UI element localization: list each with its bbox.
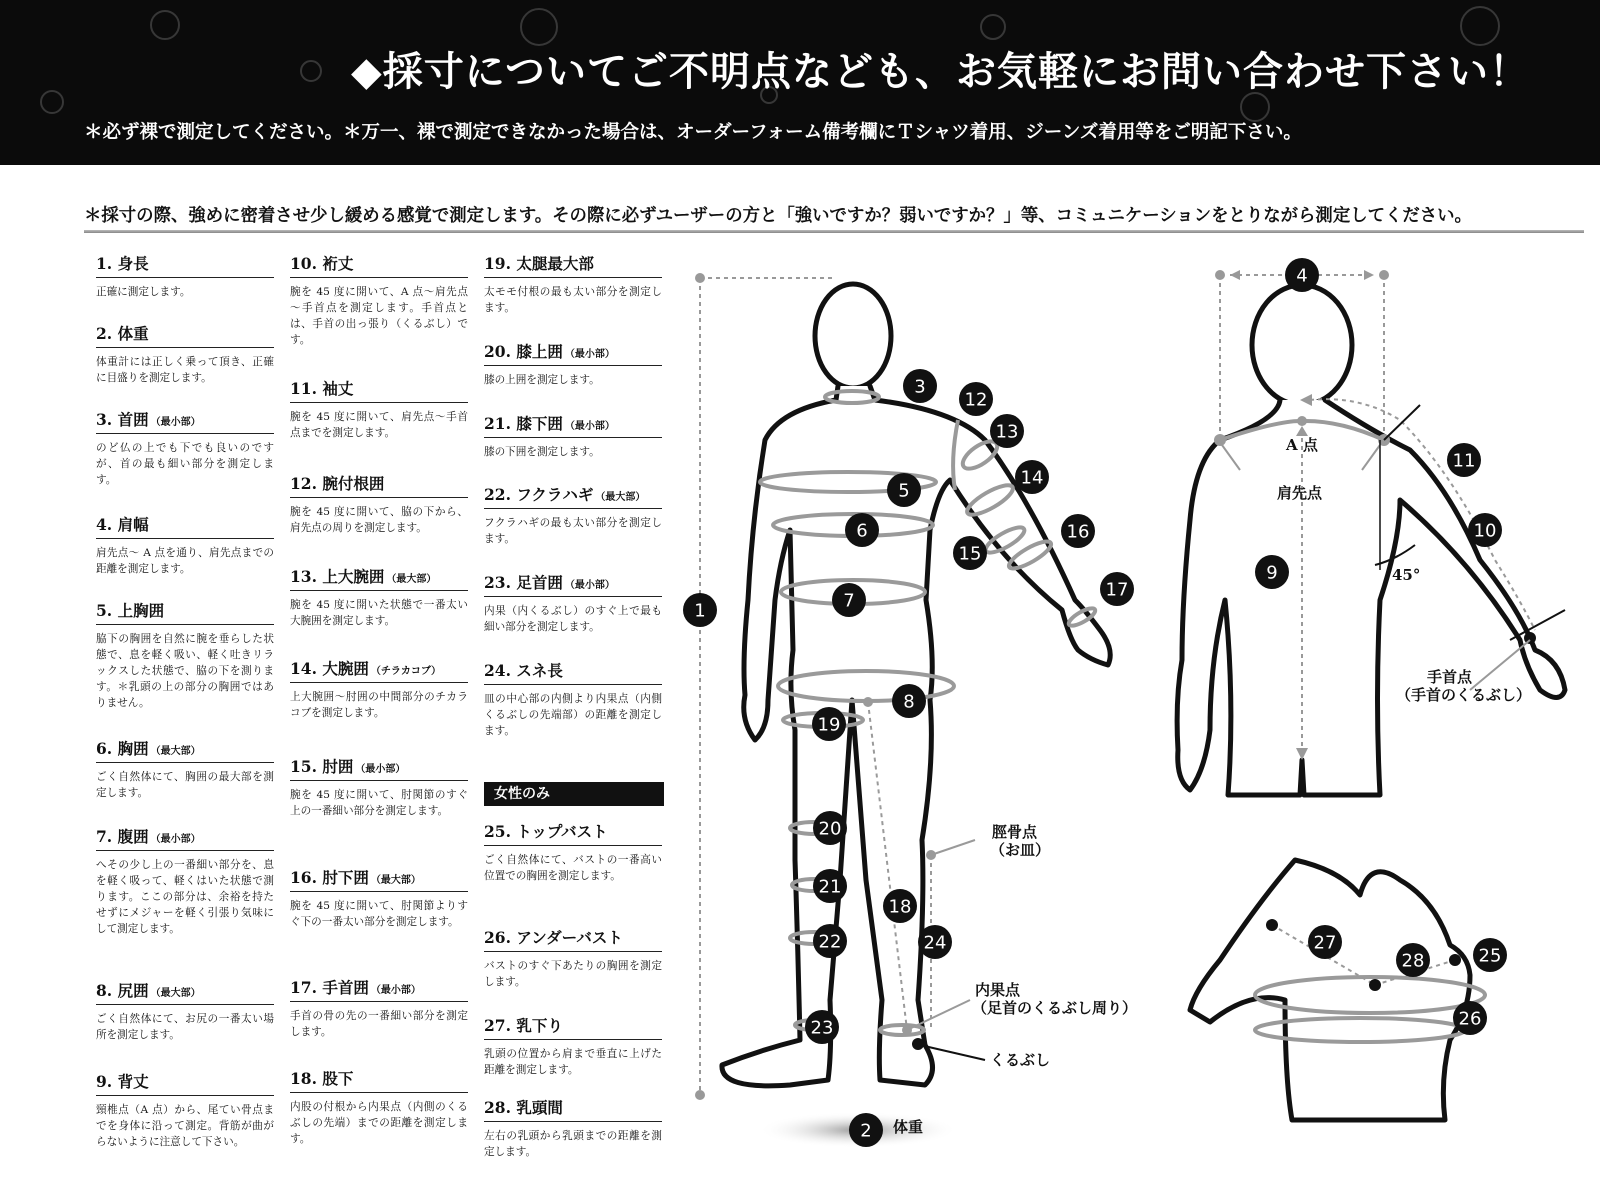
item-title-text: 12. 腕付根囲	[290, 474, 385, 493]
women-only-header: 女性のみ	[484, 782, 664, 806]
number-badge	[887, 473, 921, 507]
number-badge	[990, 414, 1024, 448]
number-badge	[1308, 925, 1342, 959]
item-title	[290, 976, 468, 1002]
measure-item	[96, 599, 274, 711]
ankle-label: くるぶし	[990, 1051, 1051, 1069]
item-title-text: 9. 背丈	[96, 1072, 149, 1091]
measure-item	[484, 1096, 662, 1160]
measure-item	[290, 976, 468, 1040]
weight-label: 体重	[893, 1118, 924, 1136]
badge-number: 3	[914, 376, 926, 398]
item-subtitle: （最大部）	[595, 492, 646, 503]
header-note: ＊必ず裸で測定してください。＊万一、裸で測定できなかった場合は、オーダーフォーム備考欄にＴシャツ着用、ジーンズ着用等をご明記下さい。	[84, 122, 1302, 143]
item-title-text: 27. 乳下り	[484, 1016, 563, 1035]
item-description: 肩先点～ A 点を通り、肩先点までの距離を測定します。	[96, 547, 274, 575]
item-title	[290, 866, 468, 892]
item-title	[290, 755, 468, 781]
item-description: 内股の付根から内果点（内側のくるぶしの先端）までの距離を測定します。	[290, 1101, 468, 1145]
item-subtitle: （最小部）	[564, 580, 615, 591]
item-subtitle: （最小部）	[150, 417, 201, 428]
shoulder-point-label: 肩先点	[1277, 484, 1323, 502]
item-title	[484, 483, 662, 509]
badge-number: 5	[898, 480, 910, 502]
item-title-text: 13. 上大腕囲	[290, 567, 385, 586]
badge-number: 10	[1473, 520, 1497, 542]
measure-item	[96, 322, 274, 386]
item-description: 内果（内くるぶし）のすぐ上で最も細い部分を測定します。	[484, 605, 662, 633]
number-badge	[1468, 513, 1502, 547]
number-badge	[918, 925, 952, 959]
page-title: ◆採寸についてご不明点なども、お気軽にお問い合わせ下さい！	[351, 49, 1530, 95]
measure-item	[96, 979, 274, 1043]
badge-number: 26	[1458, 1008, 1482, 1030]
item-title-text: 4. 肩幅	[96, 515, 149, 534]
number-badge	[1473, 938, 1507, 972]
item-subtitle: （チラカコブ）	[370, 666, 441, 677]
back-head-outline	[1252, 285, 1352, 405]
number-badge	[813, 869, 847, 903]
number-badge	[1447, 443, 1481, 477]
item-title	[290, 657, 468, 683]
item-title	[96, 322, 274, 348]
item-title	[96, 408, 274, 434]
item-title-text: 28. 乳頭間	[484, 1098, 563, 1117]
item-title-text: 6. 胸囲	[96, 739, 149, 758]
badge-number: 14	[1020, 467, 1044, 489]
angle-label: 45°	[1392, 566, 1421, 584]
back-body-figure	[1177, 285, 1565, 795]
measure-item	[484, 571, 662, 635]
measure-item	[96, 252, 274, 300]
item-description: 膝の下囲を測定します。	[484, 446, 600, 458]
badge-number: 25	[1478, 945, 1502, 967]
badge-number: 27	[1313, 932, 1337, 954]
item-description: ごく自然体にて、お尻の一番太い場所を測定します。	[96, 1013, 274, 1041]
item-title-text: 18. 股下	[290, 1069, 354, 1088]
number-badge	[1015, 460, 1049, 494]
wrist-point-sublabel: （手首のくるぶし）	[1396, 686, 1532, 704]
badge-number: 28	[1401, 950, 1425, 972]
measure-item	[484, 340, 662, 388]
inner-ankle-sublabel: （足首のくるぶし周り）	[972, 999, 1138, 1017]
item-title	[290, 377, 468, 403]
item-title	[290, 1067, 468, 1093]
item-subtitle: （最大部）	[386, 574, 437, 585]
female-torso-figure	[1190, 860, 1470, 1120]
item-description: 正確に測定します。	[96, 286, 191, 298]
measure-item	[290, 657, 468, 721]
item-title-text: 7. 腹囲	[96, 827, 149, 846]
badge-number: 20	[818, 818, 842, 840]
number-badge	[1453, 1001, 1487, 1035]
measure-item	[484, 1014, 662, 1078]
wrist-point-label: 手首点	[1427, 668, 1473, 686]
item-description: 皿の中心部の内側より内果点（内側くるぶしの先端部）の距離を測定します。	[484, 693, 662, 737]
item-title	[96, 252, 274, 278]
inner-ankle-label: 内果点	[975, 981, 1021, 999]
measure-item	[96, 825, 274, 937]
measure-item	[484, 483, 662, 547]
item-title	[484, 926, 662, 952]
number-badge	[805, 1010, 839, 1044]
measure-item	[96, 1070, 274, 1150]
item-subtitle: （最小部）	[150, 834, 201, 845]
measure-item	[290, 755, 468, 819]
tibia-point-label: 脛骨点	[992, 823, 1038, 841]
item-description: のど仏の上でも下でも良いのですが、首の最も細い部分を測定します。	[96, 442, 274, 486]
item-title	[484, 659, 662, 685]
item-description: 手首の骨の先の一番細い部分を測定します。	[290, 1010, 468, 1038]
header-banner	[0, 0, 1600, 165]
item-title-text: 5. 上胸囲	[96, 601, 165, 620]
number-badge	[1255, 555, 1289, 589]
item-description: 膝の上囲を測定します。	[484, 374, 600, 386]
item-description: 腕を 45 度に開いて、肘関節のすぐ上の一番細い部分を測定します。	[290, 789, 468, 817]
bubble-decoration	[980, 14, 1006, 40]
item-description: バストのすぐ下あたりの胸囲を測定します。	[484, 960, 662, 988]
item-title-text: 20. 膝上囲	[484, 342, 563, 361]
measure-item	[290, 1067, 468, 1147]
item-description: 腕を 45 度に開いて、脇の下から、肩先点の周りを測定します。	[290, 506, 468, 534]
badge-number: 6	[856, 520, 868, 542]
item-description: ごく自然体にて、バストの一番高い位置での胸囲を測定します。	[484, 854, 662, 882]
measure-item	[290, 866, 468, 930]
number-badge	[832, 583, 866, 617]
item-subtitle: （最大部）	[150, 746, 201, 757]
item-subtitle: （最小部）	[370, 985, 421, 996]
item-description: 脇下の胸囲を自然に腕を垂らした状態で、息を軽く吸い、軽く吐きリラックスした状態で、脇の下を測ります。＊乳頭の上の部分の胸囲ではありません。	[96, 633, 274, 709]
measure-item	[484, 412, 662, 460]
item-subtitle: （最大部）	[370, 875, 421, 886]
number-badge	[1061, 514, 1095, 548]
measure-item	[484, 252, 662, 316]
item-title-text: 25. トップバスト	[484, 822, 608, 841]
badge-number: 17	[1105, 579, 1129, 601]
number-badge	[813, 924, 847, 958]
item-description: フクラハギの最も太い部分を測定します。	[484, 517, 662, 545]
badge-number: 1	[694, 600, 706, 622]
measure-item	[96, 513, 274, 577]
number-badge	[959, 382, 993, 416]
item-subtitle: （最小部）	[564, 421, 615, 432]
badge-number: 9	[1266, 562, 1278, 584]
item-title	[290, 472, 468, 498]
item-description: 腕を 45 度に開いて、肘関節よりすぐ下の一番太い部分を測定します。	[290, 900, 468, 928]
badge-number: 15	[958, 543, 982, 565]
number-badge	[892, 684, 926, 718]
number-badge	[883, 889, 917, 923]
measure-item	[96, 408, 274, 488]
item-description: 乳頭の位置から肩まで垂直に上げた距離を測定します。	[484, 1048, 662, 1076]
measure-item	[290, 565, 468, 629]
item-title	[96, 599, 274, 625]
badge-number: 23	[810, 1017, 834, 1039]
item-title-text: 16. 肘下囲	[290, 868, 369, 887]
badge-number: 8	[903, 691, 915, 713]
badge-number: 13	[995, 421, 1019, 443]
item-title	[290, 565, 468, 591]
number-badge	[845, 513, 879, 547]
badge-number: 12	[964, 389, 988, 411]
number-badge	[1100, 572, 1134, 606]
item-title	[96, 1070, 274, 1096]
item-title	[96, 737, 274, 763]
item-title	[484, 340, 662, 366]
item-title-text: 10. 裄丈	[290, 254, 354, 273]
badge-number: 24	[923, 932, 947, 954]
number-badge	[813, 811, 847, 845]
item-title	[484, 1096, 662, 1122]
badge-number: 7	[843, 590, 855, 612]
back-outline	[1177, 400, 1565, 795]
measure-item	[484, 820, 662, 884]
measure-item	[290, 252, 468, 348]
item-description: 腕を 45 度に開いて、肩先点～手首点までを測定します。	[290, 411, 468, 439]
measure-item	[96, 737, 274, 801]
item-title	[484, 571, 662, 597]
item-title-text: 17. 手首囲	[290, 978, 369, 997]
item-description: 体重計には正しく乗って頂き、正確に目盛りを測定します。	[96, 356, 274, 384]
item-title-text: 2. 体重	[96, 324, 149, 343]
item-description: 左右の乳頭から乳頭までの距離を測定します。	[484, 1130, 662, 1158]
item-title	[96, 825, 274, 851]
item-subtitle: （最大部）	[150, 988, 201, 999]
bubble-decoration	[40, 90, 64, 114]
item-description: 太モモ付根の最も太い部分を測定します。	[484, 286, 662, 314]
item-subtitle: （最小部）	[355, 764, 406, 775]
measure-item	[290, 377, 468, 441]
item-title-text: 3. 首囲	[96, 410, 149, 429]
badge-number: 11	[1452, 450, 1476, 472]
bubble-decoration	[300, 60, 322, 82]
item-title-text: 15. 肘囲	[290, 757, 354, 776]
item-description: 頸椎点（A 点）から、尾てい骨点までを身体に沿って測定。背筋が曲がらないように注意して下さい。	[96, 1104, 274, 1148]
badge-number: 21	[818, 876, 842, 898]
item-title-text: 24. スネ長	[484, 661, 563, 680]
divider	[84, 230, 1584, 233]
badge-number: 19	[817, 714, 841, 736]
item-title	[484, 412, 662, 438]
badge-number: 2	[860, 1120, 872, 1142]
tibia-point-sublabel: （お皿）	[990, 841, 1051, 859]
badge-number: 18	[888, 896, 912, 918]
item-title	[484, 252, 662, 278]
item-title-text: 22. フクラハギ	[484, 485, 594, 504]
number-badge	[849, 1113, 883, 1147]
item-title	[96, 513, 274, 539]
head-outline	[815, 284, 891, 388]
item-title	[290, 252, 468, 278]
item-description: 腕を 45 度に開いた状態で一番太い大腕囲を測定します。	[290, 599, 468, 627]
badge-number: 16	[1066, 521, 1090, 543]
number-badge	[1285, 258, 1319, 292]
number-badge	[1396, 943, 1430, 977]
item-title-text: 8. 尻囲	[96, 981, 149, 1000]
item-title-text: 26. アンダーバスト	[484, 928, 623, 947]
measure-item	[484, 926, 662, 990]
measure-item	[484, 659, 662, 739]
item-title	[96, 979, 274, 1005]
item-title-text: 23. 足首囲	[484, 573, 563, 592]
item-description: 上大腕囲～肘囲の中間部分のチカラコブを測定します。	[290, 691, 468, 719]
item-description: 腕を 45 度に開いて、A 点～肩先点～手首点を測定します。手首点とは、手首の出っ張り（くるぶし）です。	[290, 286, 468, 346]
number-badge	[812, 707, 846, 741]
bubble-decoration	[150, 10, 180, 40]
number-badge	[903, 369, 937, 403]
item-description: へその少し上の一番細い部分を、息を軽く吸って、軽くはいた状態で測ります。ここの部分は、余裕を持たせずにメジャーを軽く引張り気味にして測定します。	[96, 859, 274, 935]
a-point-label: A 点	[1286, 436, 1318, 454]
item-title-text: 11. 袖丈	[290, 379, 354, 398]
item-subtitle: （最小部）	[564, 349, 615, 360]
item-title-text: 1. 身長	[96, 254, 149, 273]
item-title-text: 21. 膝下囲	[484, 414, 563, 433]
item-title-text: 19. 太腿最大部	[484, 254, 594, 273]
item-title	[484, 1014, 662, 1040]
item-title	[484, 820, 662, 846]
measure-item	[290, 472, 468, 536]
number-badge	[953, 536, 987, 570]
body-measurement-diagram	[670, 255, 1600, 1200]
item-description: ごく自然体にて、胸囲の最大部を測定します。	[96, 771, 274, 799]
item-title-text: 14. 大腕囲	[290, 659, 369, 678]
badge-number: 4	[1296, 265, 1308, 287]
badge-number: 22	[818, 931, 842, 953]
number-badge	[683, 593, 717, 627]
intro-text: ＊採寸の際、強めに密着させ少し緩める感覚で測定します。その際に必ずユーザーの方と「強いですか？弱いですか？」等、コミュニケーションをとりながら測定してください。	[84, 206, 1472, 226]
